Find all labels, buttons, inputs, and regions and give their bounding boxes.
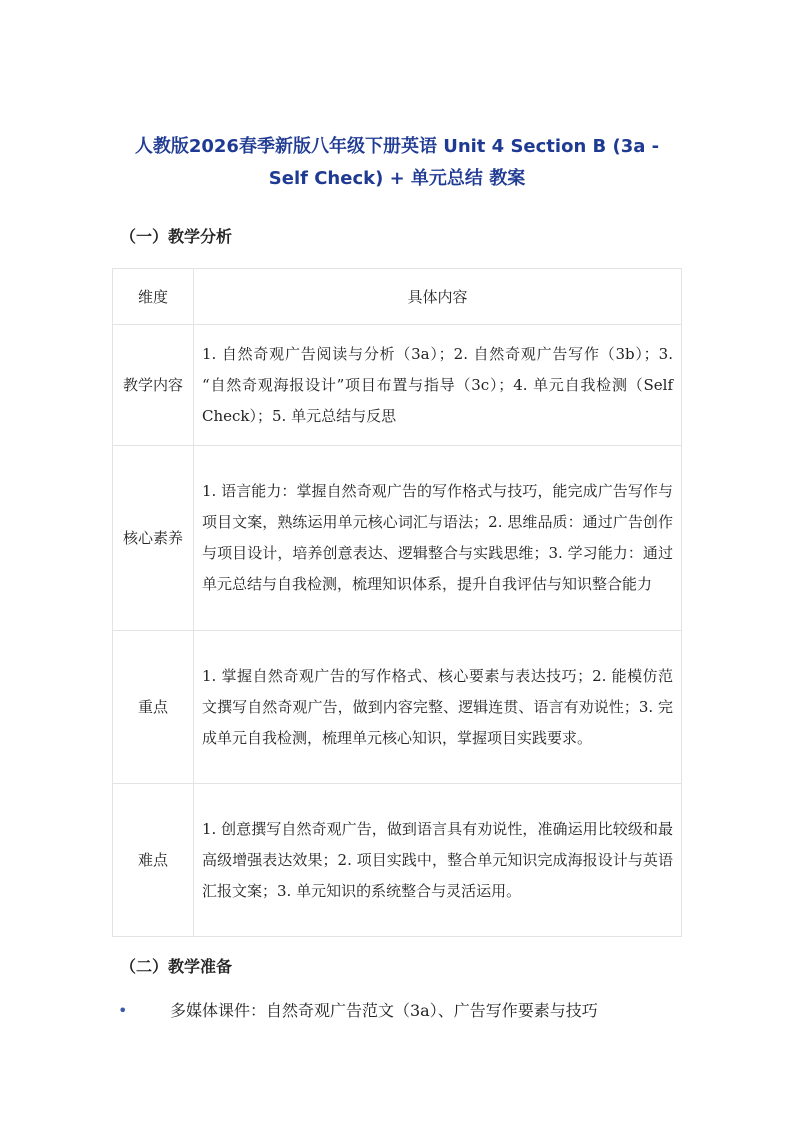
- list-item-text: 多媒体课件：自然奇观广告范文（3a）、广告写作要素与技巧: [170, 1001, 598, 1020]
- row-content: 1. 自然奇观广告阅读与分析（3a）；2. 自然奇观广告写作（3b）；3. “自然奇观海报设计”项目布置与指导（3c）；4. 单元自我检测（Self Check）；5. 单元总结与反思: [194, 325, 682, 446]
- row-dimension: 难点: [113, 784, 194, 937]
- table-row: [113, 631, 682, 784]
- row-dimension: 教学内容: [113, 325, 194, 446]
- table-row: [113, 446, 682, 631]
- table-row: [113, 784, 682, 937]
- header-content: 具体内容: [194, 269, 682, 325]
- table-header-row: [113, 269, 682, 325]
- section-heading-teaching-analysis: （一）教学分析: [120, 227, 233, 246]
- header-dimension: 维度: [113, 269, 194, 325]
- bullet-icon: •: [118, 1001, 128, 1020]
- document-title: 人教版2026春季新版八年级下册英语 Unit 4 Section B (3a - Self Check) + 单元总结 教案: [134, 136, 660, 189]
- row-content: 1. 创意撰写自然奇观广告，做到语言具有劝说性，准确运用比较级和最高级增强表达效果；2. 项目实践中，整合单元知识完成海报设计与英语汇报文案；3. 单元知识的系统整合与灵活运用。: [194, 784, 682, 937]
- row-content: 1. 掌握自然奇观广告的写作格式、核心要素与表达技巧；2. 能模仿范文撰写自然奇观广告，做到内容完整、逻辑连贯、语言有劝说性；3. 完成单元自我检测，梳理单元核心知识，掌握项目实践要求。: [194, 631, 682, 784]
- row-dimension: 重点: [113, 631, 194, 784]
- table-row: [113, 325, 682, 446]
- teaching-analysis-table: [112, 268, 682, 937]
- section-heading-teaching-preparation: （二）教学准备: [120, 957, 233, 976]
- row-content: 1. 语言能力：掌握自然奇观广告的写作格式与技巧，能完成广告写作与项目文案，熟练运用单元核心词汇与语法；2. 思维品质：通过广告创作与项目设计，培养创意表达、逻辑整合与实践思维；3. 学习能力：通过单元总结与自我检测，梳理知识体系，提升自我评估与知识整合能力: [194, 446, 682, 631]
- row-dimension: 核心素养: [113, 446, 194, 631]
